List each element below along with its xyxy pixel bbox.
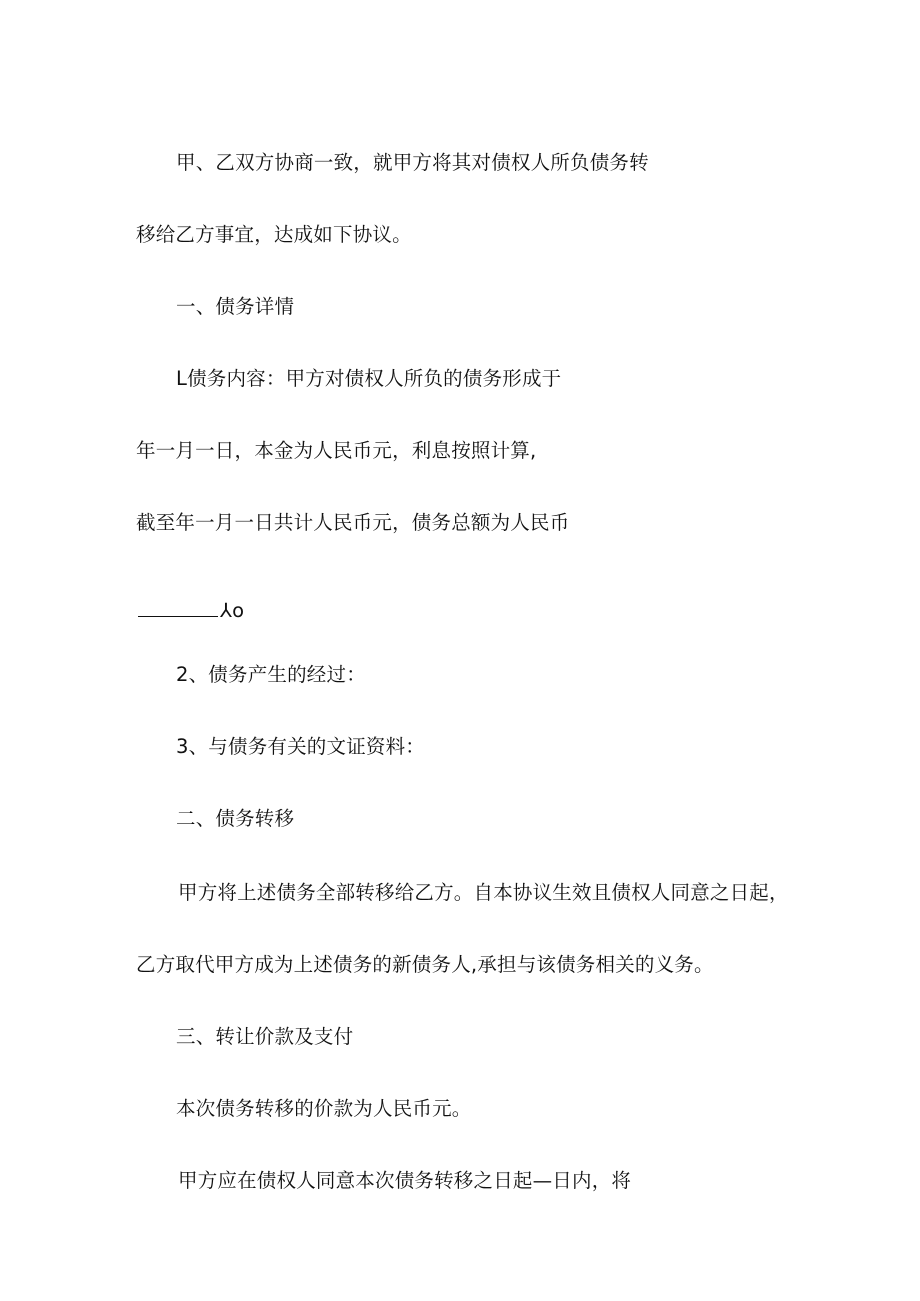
section-3-para-2: 甲方应在债权人同意本次债务转移之日起—日内，将 — [178, 1169, 632, 1192]
item-3: 3、与债务有关的文证资料： — [176, 735, 426, 758]
section-3-heading: 三、转让价款及支付 — [176, 1025, 354, 1048]
section-3-para-1: 本次债务转移的价款为人民币元。 — [176, 1097, 472, 1120]
item-1-line-2: 年一月一日，本金为人民币元，利息按照计算, — [136, 439, 537, 462]
section-2-para-line-1: 甲方将上述债务全部转移给乙方。自本协议生效且债权人同意之日起， — [178, 881, 789, 904]
intro-line-2: 移给乙方事宜，达成如下协议。 — [136, 223, 412, 246]
item-1-line-1: L债务内容：甲方对债权人所负的债务形成于 — [176, 367, 562, 390]
section-1-heading: 一、债务详情 — [176, 295, 295, 318]
section-2-para-line-2: 乙方取代甲方成为上述债务的新债务人,承担与该债务相关的义务。 — [136, 953, 714, 976]
section-2-heading: 二、债务转移 — [176, 807, 295, 830]
amount-blank — [138, 602, 218, 617]
intro-line-1: 甲、乙双方协商一致，就甲方将其对债权人所负债务转 — [176, 151, 649, 174]
item-1-line-4 — [138, 598, 244, 624]
item-2: 2、债务产生的经过： — [176, 663, 366, 686]
item-1-line-3: 截至年一月一日共计人民币元，债务总额为人民币 — [136, 511, 570, 534]
item-1-line-4-suffix: ⅄o — [220, 599, 245, 622]
